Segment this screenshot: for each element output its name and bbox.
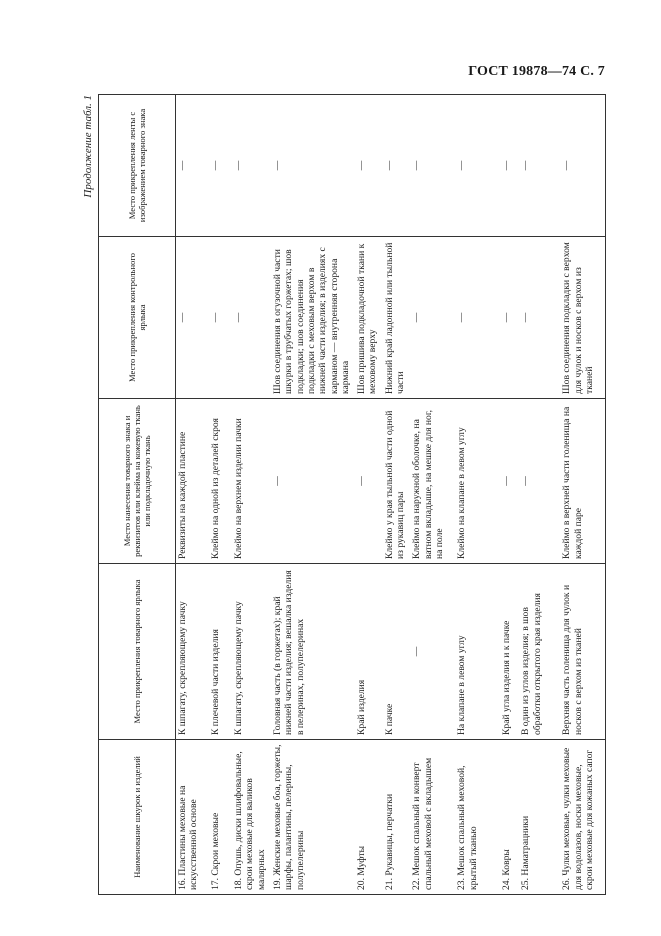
cell-label-place: —	[410, 564, 455, 740]
cell-ribbon-place: —	[232, 95, 271, 237]
table-row	[455, 95, 500, 895]
cell-item-name: 20. Муфты	[355, 740, 383, 895]
cell-label-place: Головная часть (в горжетах); край нижней части изделия; вешалка изделия в пелеринах, полупелеринах	[271, 564, 355, 740]
cell-control-label-place: —	[519, 237, 560, 399]
table-continuation-caption: Продолжение табл. 1	[82, 95, 94, 198]
cell-item-name: 24. Ковры	[500, 740, 519, 895]
cell-control-label-place: —	[410, 237, 455, 399]
header-control-label-place: Место прикрепления контрольного ярлыка	[99, 237, 176, 399]
cell-item-name: 26. Чулки меховые, чулки меховые для водолазов, носки меховые, скрои меховые для кожаных сапог	[560, 740, 606, 895]
cell-ribbon-place: —	[455, 95, 500, 237]
rotated-table-region	[82, 95, 615, 895]
cell-control-label-place: Шов соединения в огузочной части шкурки в трубчатых горжетах; шов подкладки; шов соединения подкладки с меховым верхом в нижней части изделия; в изделиях с карманом — внутренняя сторона кармана	[271, 237, 355, 399]
cell-label-place: Край изделия	[355, 564, 383, 740]
page-header: ГОСТ 19878—74 С. 7	[468, 64, 605, 79]
table-row	[383, 95, 411, 895]
cell-label-place: К шпагату, скрепляющему пачку	[176, 564, 210, 740]
cell-ribbon-place: —	[209, 95, 232, 237]
cell-mark-place: Реквизиты на каждой пластине	[176, 399, 210, 564]
table-row	[500, 95, 519, 895]
cell-ribbon-place: —	[176, 95, 210, 237]
table-row	[209, 95, 232, 895]
table-header-row	[99, 95, 176, 895]
cell-mark-place: Клеймо на наружной оболочке, на ватном вкладыше, на мешке для ног, на поле	[410, 399, 455, 564]
cell-control-label-place: —	[209, 237, 232, 399]
cell-control-label-place: —	[232, 237, 271, 399]
cell-mark-place: —	[500, 399, 519, 564]
cell-label-place: В один из углов изделия; в шов обработки открытого края изделия	[519, 564, 560, 740]
table-row	[355, 95, 383, 895]
cell-item-name: 17. Скрои меховые	[209, 740, 232, 895]
table-row	[271, 95, 355, 895]
cell-ribbon-place: —	[500, 95, 519, 237]
cell-ribbon-place: —	[383, 95, 411, 237]
cell-mark-place: —	[355, 399, 383, 564]
table-row	[176, 95, 210, 895]
table-row	[560, 95, 606, 895]
cell-control-label-place: —	[455, 237, 500, 399]
header-mark-place: Место нанесения товарного знака и реквизитов или клейма на кожевую ткань или подкладочную ткань	[99, 399, 176, 564]
cell-mark-place: Клеймо на верхнем изделии пачки	[232, 399, 271, 564]
cell-mark-place: —	[519, 399, 560, 564]
cell-label-place: На клапане в левом углу	[455, 564, 500, 740]
cell-label-place: К шпагату, скрепляющему пачку	[232, 564, 271, 740]
cell-control-label-place: Нижний край ладонной или тыльной части	[383, 237, 411, 399]
cell-item-name: 23. Мешок спальный меховой, крытый тканью	[455, 740, 500, 895]
cell-control-label-place: —	[176, 237, 210, 399]
cell-item-name: 21. Рукавицы, перчатки	[383, 740, 411, 895]
cell-ribbon-place: —	[519, 95, 560, 237]
standard-table	[98, 94, 606, 895]
cell-item-name: 18. Опушь, диски шлифовальные, скрои меховые для валиков малярных	[232, 740, 271, 895]
cell-ribbon-place: —	[410, 95, 455, 237]
cell-item-name: 19. Женские меховые боа, горжеты, шарфы, палантины, пелерины, полупелерины	[271, 740, 355, 895]
cell-item-name: 25. Наматрацники	[519, 740, 560, 895]
cell-mark-place: Клеймо на одной из деталей скроя	[209, 399, 232, 564]
table-row	[519, 95, 560, 895]
cell-label-place: Верхняя часть голенища для чулок и носков с верхом из тканей	[560, 564, 606, 740]
cell-mark-place: Клеймо у края тыльной части одной из рукавиц пары	[383, 399, 411, 564]
cell-mark-place: —	[271, 399, 355, 564]
cell-label-place: К пачке	[383, 564, 411, 740]
header-ribbon-place: Место прикрепления ленты с изображением товарного знака	[99, 95, 176, 237]
table-row	[410, 95, 455, 895]
cell-control-label-place: Шов пришива подкладочной ткани к меховому верху	[355, 237, 383, 399]
cell-mark-place: Клеймо на клапане в левом углу	[455, 399, 500, 564]
cell-ribbon-place: —	[355, 95, 383, 237]
cell-ribbon-place: —	[271, 95, 355, 237]
cell-mark-place: Клеймо в верхней части голенища на каждой паре	[560, 399, 606, 564]
cell-ribbon-place: —	[560, 95, 606, 237]
rotated-content	[82, 95, 615, 895]
cell-control-label-place: Шов соединения подкладки с верхом для чулок и носков с верхом из тканей	[560, 237, 606, 399]
header-item-name: Наименование шкурок и изделий	[99, 740, 176, 895]
cell-item-name: 16. Пластины меховые на искусственной основе	[176, 740, 210, 895]
table-row	[232, 95, 271, 895]
header-label-place: Место прикрепления товарного ярлыка	[99, 564, 176, 740]
cell-control-label-place: —	[500, 237, 519, 399]
cell-label-place: Край угла изделия и к пачке	[500, 564, 519, 740]
cell-item-name: 22. Мешок спальный и конверт спальный меховой с вкладышем	[410, 740, 455, 895]
cell-label-place: К плечевой части изделия	[209, 564, 232, 740]
